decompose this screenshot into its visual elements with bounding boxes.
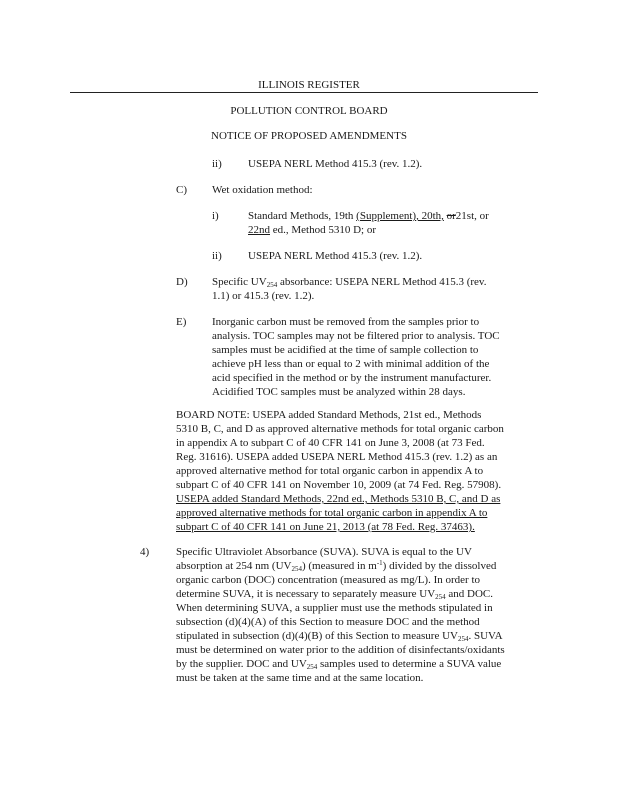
board-title: POLLUTION CONTROL BOARD [230,105,388,117]
item-c-ii-text: USEPA NERL Method 415.3 (rev. 1.2). [248,250,423,262]
item-b-ii-label: ii) [212,158,222,170]
item-c-i-label: i) [212,210,219,222]
item-d-label: D) [176,276,188,288]
item-e-text: Inorganic carbon must be removed from the samples prior to analysis. TOC samples may not be filtered prior to analysis. TOC samples must be acidified at the time of sample collection to achieve pH less than or equal to 2 with minimal addition of the acid specified in the method or by the instrument manufacturer. Acidified TOC samples must be analyzed within 28 days. [212,316,500,398]
item-d-line1: Specific $UV_{254}$ absorbance: USEPA NERL Method 415.3 (rev. [212,276,487,289]
item-4-label: 4) [140,546,150,558]
item-c-ii-label: ii) [212,250,222,262]
header-rule [70,92,538,93]
item-c-label: C) [176,184,187,196]
item-d-line2: 1.1) or 415.3 (rev. 1.2). [212,290,315,302]
suva-paragraph: Specific Ultraviolet Absorbance (SUVA). SUVA is equal to the UV absorption at 254 nm $(UV_{254})$ (measured in $m^{-1}$) divided by the dissolved organic carbon (DOC) concentration (measured as mg/L). In order to determine SUVA, it is necessary to separately measure $UV_{254}$ and DOC. When determining SUVA, a supplier must use the methods stipulated in subsection (d)(4)(A) of this Section to measure DOC and the method stipulated in subsection (d)(4)(B) of this Section to measure $UV_{254}$. SUVA must be determined on water prior to the addition of disinfectants/oxidants by the supplier. DOC and $UV_{254}$ samples used to determine a SUVA value must be taken at the same time and at the same location. [176,546,505,684]
item-c-i-line2: 22nd ed., Method 5310 D; or [248,224,377,236]
item-b-ii-text: USEPA NERL Method 415.3 (rev. 1.2). [248,158,423,170]
insertion-supplement: (Supplement) [356,210,417,222]
item-c-text: Wet oxidation method: [212,184,313,196]
item-c-i-line1: Standard Methods, 19th (Supplement), 20th, or21st, or [248,210,489,222]
deletion-or: or [446,210,456,222]
notice-title: NOTICE OF PROPOSED AMENDMENTS [211,130,407,142]
insertion-22nd: 22nd [248,224,270,236]
board-note-insertion: USEPA added Standard Methods, 22nd ed., Methods 5310 B, C, and D as [176,493,501,505]
item-e-label: E) [176,316,187,328]
board-note: BOARD NOTE: USEPA added Standard Methods, 21st ed., Methods 5310 B, C, and D as approved alternative methods for total organic carbon in appendix A to subpart C of 40 CFR 141 on June 3, 2008 (at 73 Fed. Reg. 31616). USEPA added USEPA NERL Method 415.3 (rev. 1.2) as an approved alternative method for total organic carbon in appendix A to subpart C of 40 CFR 141 on November 10, 2009 (at 74 Fed. Reg. 57908). USEPA added Standard Methods, 22nd ed., Methods 5310 B, C, and D as approved alternative methods for total organic carbon in appendix A to subpart C of 40 CFR 141 on June 21, 2013 (at 78 Fed. Reg. 37463). [176,409,504,533]
register-title: ILLINOIS REGISTER [258,79,360,91]
